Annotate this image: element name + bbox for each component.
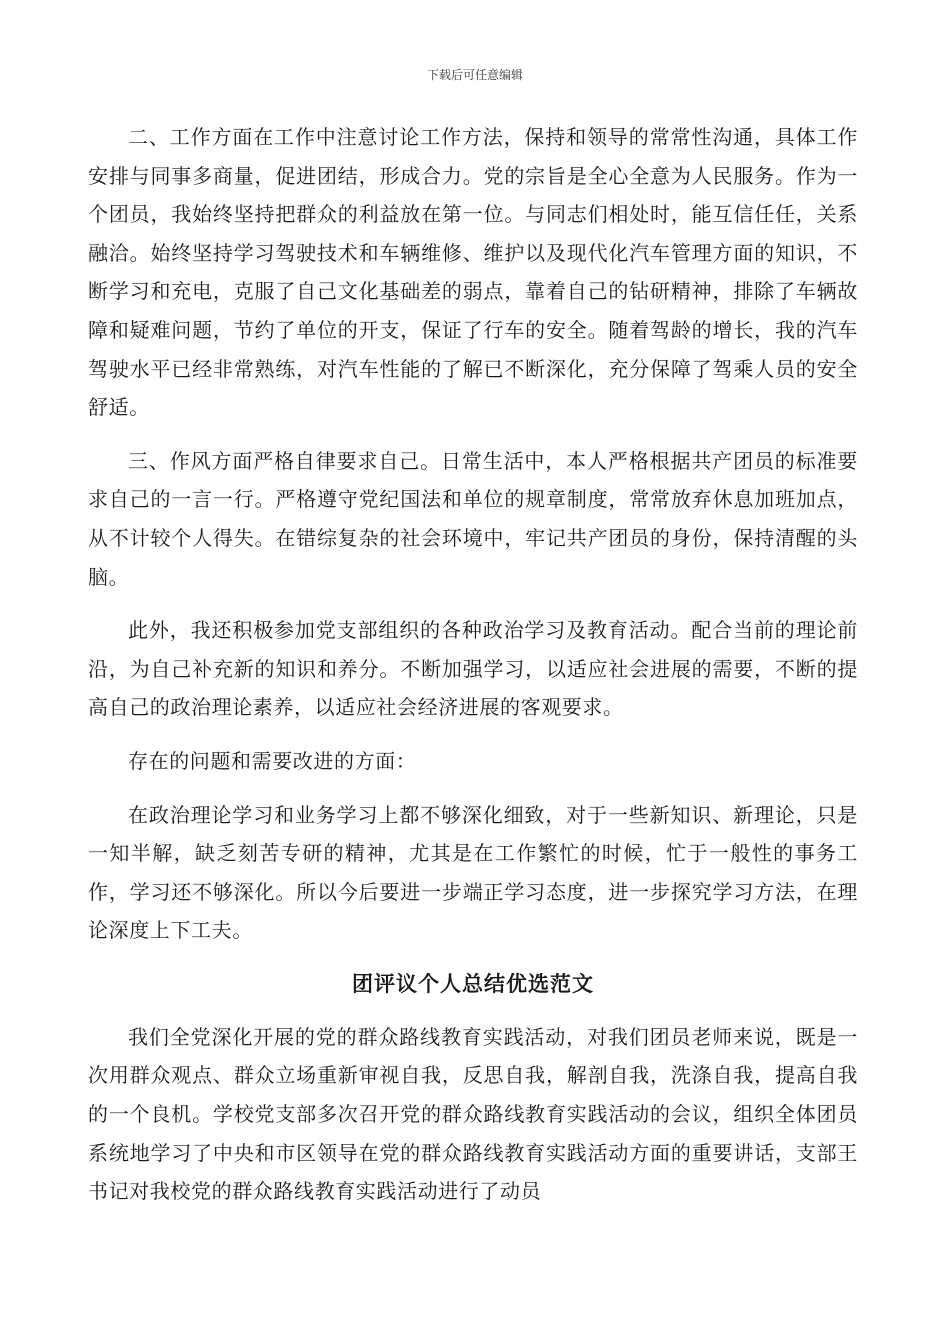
- paragraph-problems-heading: 存在的问题和需要改进的方面：: [128, 748, 417, 773]
- paragraph-work: 二、工作方面在工作中注意讨论工作方法，保持和领导的常常性沟通，具体工作安排与同事多商量，促进团结，形成合力。党的宗旨是全心全意为人民服务。作为一个团员，我始终坚持把群众的利益放在第一位。与同志们相处时，能互信任任，关系融洽。始终坚持学习驾驶技术和车辆维修、维护以及现代化汽车管理方面的知识，不断学习和充电，克服了自己文化基础差的弱点，靠着自己的钻研精神，排除了车辆故障和疑难问题，节约了单位的开支，保证了行车的安全。随着驾龄的增长，我的汽车驾驶水平已经非常熟练，对汽车性能的了解已不断深化，充分保障了驾乘人员的安全舒适。: [88, 125, 858, 420]
- paragraph-study: 此外，我还积极参加党支部组织的各种政治学习及教育活动。配合当前的理论前沿，为自己补充新的知识和养分。不断加强学习，以适应社会进展的需要，不断的提高自己的政治理论素养，以适应社会经济进展的客观要求。: [88, 618, 858, 720]
- header-note: 下载后可任意编辑: [426, 68, 523, 82]
- document-body: [88, 118, 858, 1211]
- paragraph-section-intro: 我们全党深化开展的党的群众路线教育实践活动，对我们团员老师来说，既是一次用群众观点、群众立场重新审视自我，反思自我，解剖自我，洗涤自我，提高自我的一个良机。学校党支部多次召开党的群众路线教育实践活动的会议，组织全体团员系统地学习了中央和市区领导在党的群众路线教育实践活动方面的重要讲话，支部王书记对我校党的群众路线教育实践活动进行了动员: [88, 1024, 858, 1204]
- section-title: 团评议个人总结优选范文: [352, 970, 594, 996]
- paragraph-problems: 在政治理论学习和业务学习上都不够深化细致，对于一些新知识、新理论，只是一知半解，缺乏刻苦专研的精神，尤其是在工作繁忙的时候，忙于一般性的事务工作，学习还不够深化。所以今后要进一步端正学习态度，进一步探究学习方法，在理论深度上下工夫。: [88, 802, 858, 943]
- paragraph-style: 三、作风方面严格自律要求自己。日常生活中，本人严格根据共产团员的标准要求自己的一言一行。严格遵守党纪国法和单位的规章制度，常常放弃休息加班加点，从不计较个人得失。在错综复杂的社会环境中，牢记共产团员的身份，保持清醒的头脑。: [88, 448, 858, 589]
